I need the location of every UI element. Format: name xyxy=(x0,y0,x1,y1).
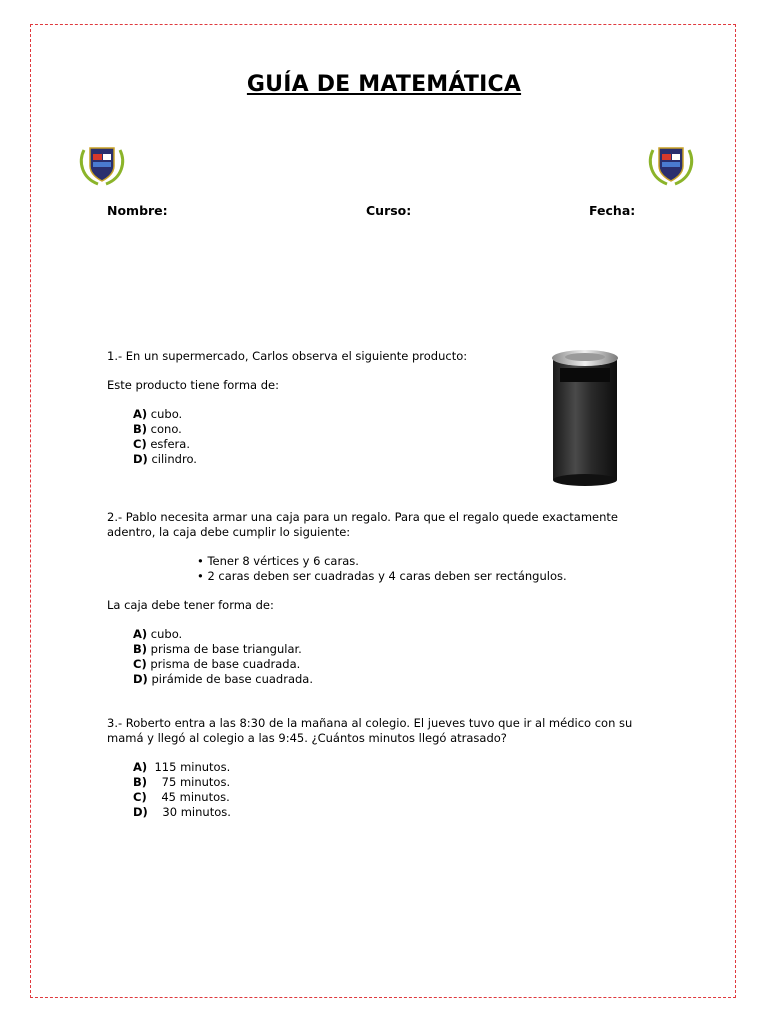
q2-bullet-1: • Tener 8 vértices y 6 caras. xyxy=(197,554,359,568)
fecha-label: Fecha: xyxy=(589,203,636,218)
q2-option-d: D) pirámide de base cuadrada. xyxy=(133,672,314,686)
q2-statement-line1: 2.- Pablo necesita armar una caja para un regalo. Para que el regalo quede exactamente xyxy=(107,510,618,524)
q2-option-b: B) prisma de base triangular. xyxy=(133,642,302,656)
q1-statement: 1.- En un supermercado, Carlos observa el siguiente producto: xyxy=(107,349,468,363)
school-crest-icon xyxy=(76,142,128,188)
q1-prompt: Este producto tiene forma de: xyxy=(107,378,279,392)
q3-option-a: A) 115 minutos. xyxy=(133,760,231,774)
page-title: GUÍA DE MATEMÁTICA xyxy=(246,72,522,97)
q2-statement-line2: adentro, la caja debe cumplir lo siguiente: xyxy=(107,525,351,539)
q1-option-d: D) cilindro. xyxy=(133,452,197,466)
curso-label: Curso: xyxy=(366,203,412,218)
q1-option-b: B) cono. xyxy=(133,422,182,436)
q2-bullet-2: • 2 caras deben ser cuadradas y 4 caras deben ser rectángulos. xyxy=(197,569,567,583)
nombre-label: Nombre: xyxy=(107,203,168,218)
q1-option-c: C) esfera. xyxy=(133,437,190,451)
q1-option-a: A) cubo. xyxy=(133,407,183,421)
q2-option-a: A) cubo. xyxy=(133,627,183,641)
cylinder-bin-image xyxy=(540,346,630,488)
q3-statement-line2: mamá y llegó al colegio a las 9:45. ¿Cuántos minutos llegó atrasado? xyxy=(107,731,507,745)
school-crest-icon xyxy=(645,142,697,188)
q3-option-b: B) 75 minutos. xyxy=(133,775,231,789)
q2-prompt: La caja debe tener forma de: xyxy=(107,598,274,612)
q3-option-d: D) 30 minutos. xyxy=(133,805,231,819)
q3-statement-line1: 3.- Roberto entra a las 8:30 de la mañana al colegio. El jueves tuvo que ir al médico con su xyxy=(107,716,633,730)
q3-option-c: C) 45 minutos. xyxy=(133,790,230,804)
q2-option-c: C) prisma de base cuadrada. xyxy=(133,657,301,671)
